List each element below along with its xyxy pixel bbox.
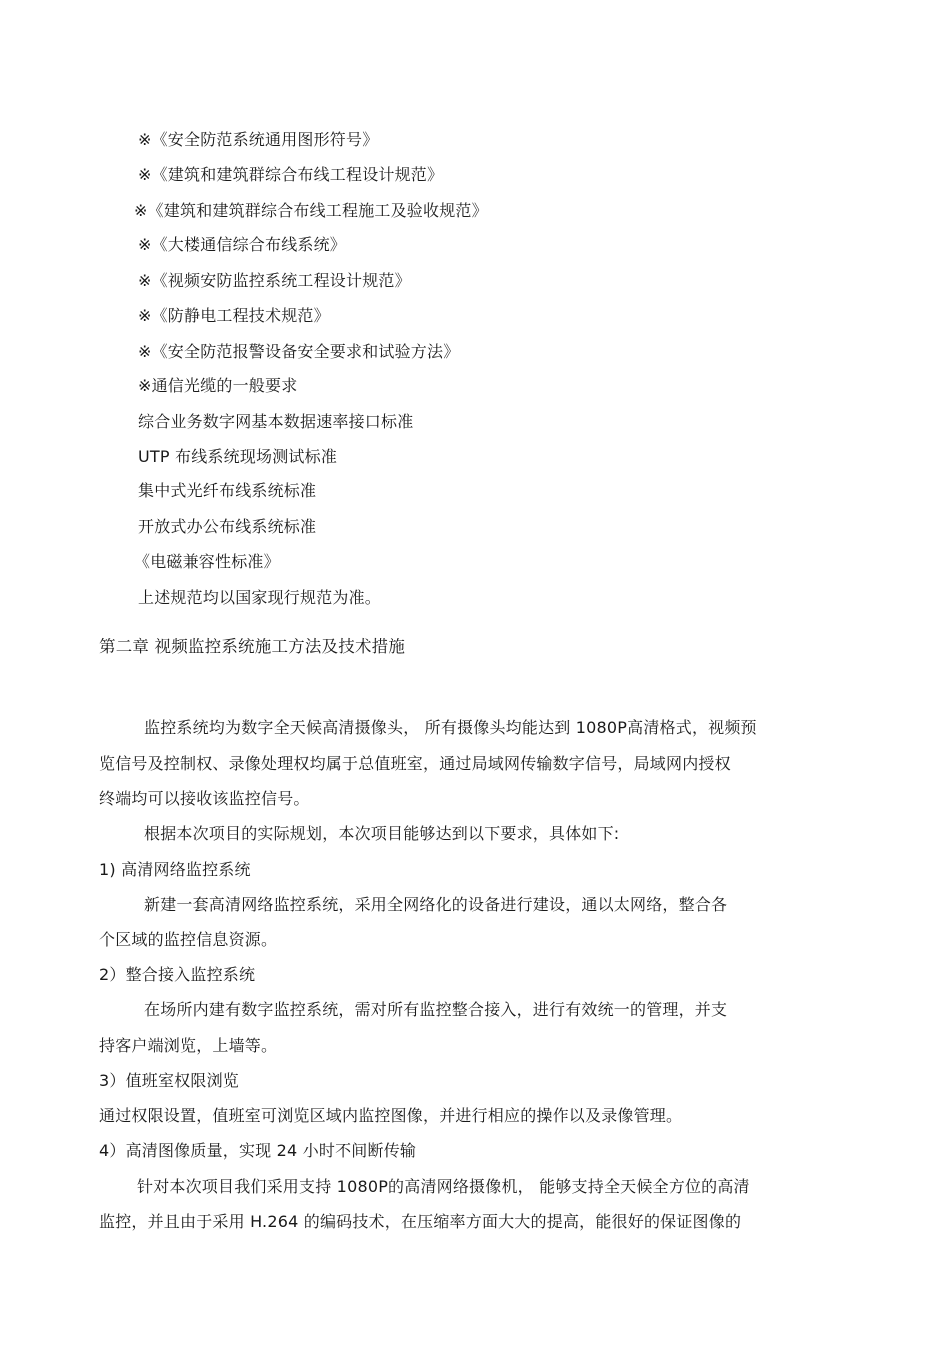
item-heading: 3）值班室权限浏览 (99, 1071, 239, 1090)
paragraph-line: 新建一套高清网络监控系统，采用全网络化的设备进行建设，通以太网络，整合各 (144, 895, 728, 914)
paragraph-line: 通过权限设置，值班室可浏览区域内监控图像，并进行相应的操作以及录像管理。 (99, 1106, 683, 1125)
paragraph-line: 根据本次项目的实际规划，本次项目能够达到以下要求，具体如下: (144, 824, 620, 843)
item-heading: 4）高清图像质量，实现 24 小时不间断传输 (99, 1141, 417, 1160)
reference-item: 《电磁兼容性标准》 (134, 552, 280, 571)
reference-item: ※《大楼通信综合布线系统》 (138, 235, 347, 254)
paragraph-line: 持客户端浏览，上墙等。 (99, 1036, 278, 1055)
paragraph-line: 个区域的监控信息资源。 (99, 930, 278, 949)
reference-item: ※通信光缆的一般要求 (138, 376, 298, 395)
reference-item: ※《视频安防监控系统工程设计规范》 (138, 271, 411, 290)
reference-item: UTP 布线系统现场测试标准 (138, 447, 338, 466)
reference-item: ※《防静电工程技术规范》 (138, 306, 330, 325)
reference-item: ※《安全防范系统通用图形符号》 (138, 130, 379, 149)
item-heading: 2）整合接入监控系统 (99, 965, 256, 984)
item-heading: 1) 高清网络监控系统 (99, 860, 251, 879)
reference-item: 综合业务数字网基本数据速率接口标准 (138, 412, 414, 431)
paragraph-line: 针对本次项目我们采用支持 1080P的高清网络摄像机， 能够支持全天候全方位的高清 (137, 1177, 750, 1196)
paragraph-line: 在场所内建有数字监控系统，需对所有监控整合接入，进行有效统一的管理，并支 (144, 1000, 728, 1019)
reference-note: 上述规范均以国家现行规范为准。 (138, 588, 382, 607)
reference-item: ※《安全防范报警设备安全要求和试验方法》 (138, 342, 460, 361)
reference-item: 开放式办公布线系统标准 (138, 517, 317, 536)
paragraph-line: 终端均可以接收该监控信号。 (99, 789, 310, 808)
reference-item: ※《建筑和建筑群综合布线工程施工及验收规范》 (134, 201, 488, 220)
paragraph-line: 监控系统均为数字全天候高清摄像头， 所有摄像头均能达到 1080P高清格式，视频预 (144, 718, 757, 737)
paragraph-line: 览信号及控制权、录像处理权均属于总值班室，通过局域网传输数字信号，局域网内授权 (99, 754, 731, 773)
reference-item: 集中式光纤布线系统标准 (138, 481, 317, 500)
chapter-title: 第二章 视频监控系统施工方法及技术措施 (99, 637, 406, 656)
reference-item: ※《建筑和建筑群综合布线工程设计规范》 (138, 165, 444, 184)
paragraph-line: 监控，并且由于采用 H.264 的编码技术，在压缩率方面大大的提高，能很好的保证图像的 (99, 1212, 742, 1231)
